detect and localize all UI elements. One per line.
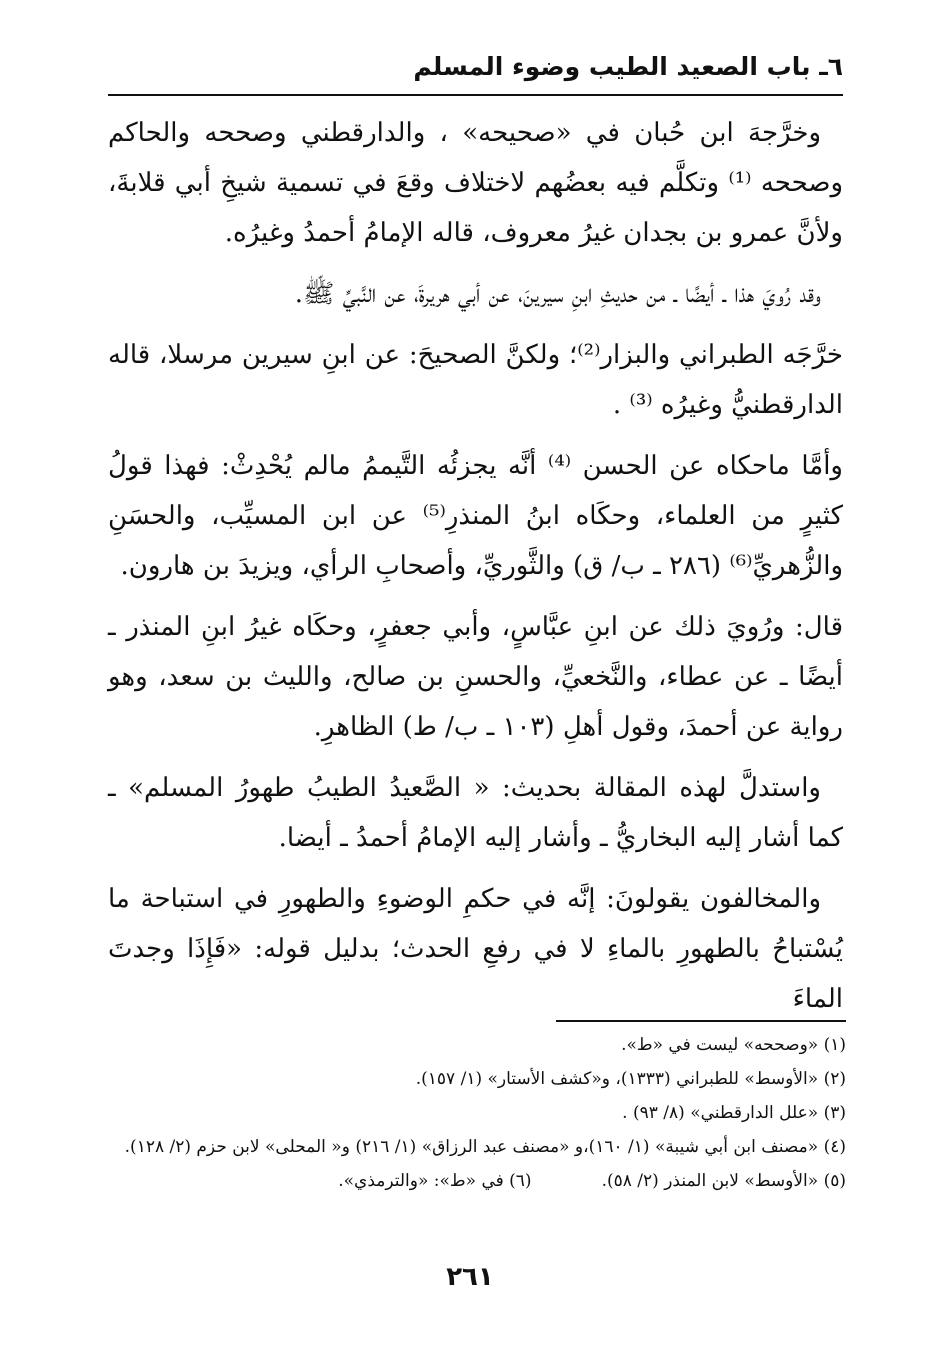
paragraph-3 [108,330,843,430]
running-header [108,48,843,96]
paragraph-1-text: وخرَّجهَ ابن حُبان في «صحيحه» ، والدارقطني وصححه والحاكم وصححه ⁽¹⁾ وتكلَّم فيه بعضُهم لاختلاف وقعَ في تسمية شيخِ أبي قلابةَ، ولأنَّ عمرو بن بجدان غيرُ معروف، قاله الإمامُ أحمدُ وغيرُه. [108,118,843,248]
paragraph-4 [108,441,843,591]
footnote-1: (١) «وصححه» ليست في «ط». [621,1035,846,1055]
paragraph-7-text: والمخالفون يقولونَ: إنَّه في حكمِ الوضوءِ والطهورِ في استباحة ما يُسْتباحُ بالطهورِ بالماءِ لا في رفعِ الحدث؛ بدليل قوله: «فَإِذَا وجدتَ الماءَ [108,884,843,1014]
page-number: ٢٦١ [446,1262,494,1292]
paragraph-3-text: خرَّجَه الطبراني والبزار⁽²⁾؛ ولكنَّ الصحيحَ: عن ابنِ سيرين مرسلا، قاله الدارقطنيُّ وغيرُه ⁽³⁾ . [108,340,844,420]
main-text [108,108,843,1035]
footnote-5: (٥) «الأوسط» لابن المنذر (٢/ ٥٨). [601,1171,846,1191]
paragraph-6 [108,763,843,863]
paragraph-5-text: قال: ورُويَ ذلك عن ابنِ عبَّاسٍ، وأبي جعفرٍ، وحكَاه غيرُ ابنِ المنذر ـ أيضًا ـ عن عطاء، والنَّخعيِّ، والحسنِ بن صالح، والليث بن سعد، وهو رواية عن أحمدَ، وقول أهلِ (١٠٣ ـ ب/ ط) الظاهرِ. [108,612,843,742]
footnote-6: (٦) في «ط»: «والترمذي». [338,1171,532,1191]
footnote-divider [556,1020,846,1022]
footnote-row [108,1164,846,1198]
paragraph-6-text: واستدلَّ لهذه المقالة بحديث: « الصَّعيدُ الطيبُ طهورُ المسلم» ـ كما أشار إليه البخاريُّ ـ وأشار إليه الإمامُ أحمدُ ـ أيضا. [108,773,843,853]
paragraph-1 [108,108,843,258]
footnote-4: (٤) «مصنف ابن أبي شيبة» (١/ ١٦٠)،و «مصنف عبد الرزاق» (١/ ٢١٦) و« المحلى» لابن حزم (٢/ ١٢٨). [124,1137,846,1157]
footnote-2: (٢) «الأوسط» للطبراني (١٣٣٣)، و«كشف الأستار» (١/ ١٥٧). [415,1069,846,1089]
footnotes [108,1028,846,1198]
footnote-3: (٣) «علل الدارقطني» (٨/ ٩٣) . [622,1103,846,1123]
paragraph-5 [108,602,843,752]
paragraph-2 [108,269,843,319]
paragraph-7 [108,874,843,1024]
paragraph-2-text: وقد رُويَ هذا ـ أيضًا ـ من حديثِ ابنِ سيرينَ، عن أبي هريرةَ، عن النَّبيِّ ﷺ. [294,279,821,309]
chapter-title: ٦ـ باب الصعيد الطيب وضوء المسلم [413,52,843,81]
paragraph-4-text: وأمَّا ماحكاه عن الحسن ⁽⁴⁾ أنَّه يجزئُه التَّيممُ مالم يُحْدِثْ: فهذا قولُ كثيرٍ من العلماء، وحكَاه ابنُ المنذرِ⁽⁵⁾ عن ابن المسيِّب، والحسَنِ والزُّهريِّ⁽⁶⁾ (٢٨٦ ـ ب/ ق) والثَّوريِّ، وأصحابِ الرأي، ويزيدَ بن هارون. [108,451,843,581]
